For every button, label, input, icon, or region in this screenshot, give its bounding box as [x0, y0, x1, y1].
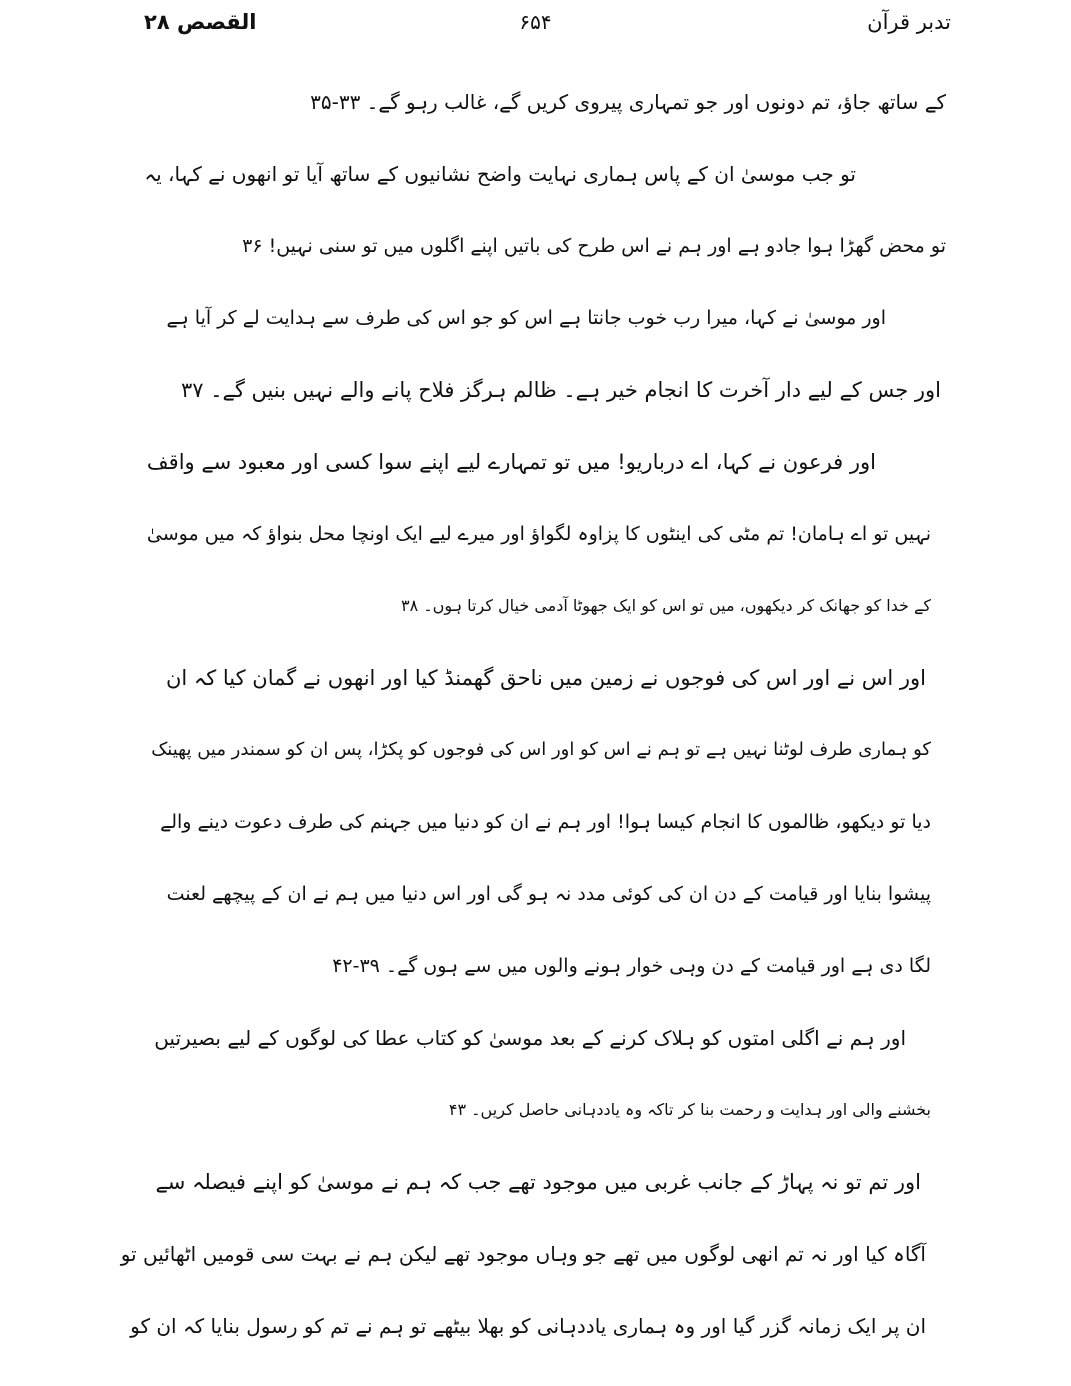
page-header [120, 6, 951, 46]
text-line: دیا تو دیکھو، ظالموں کا انجام کیسا ہوا! اور ہم نے ان کو دنیا میں جہنم کی طرف دعوت دینے والے [160, 811, 931, 833]
text-line: کے ساتھ جاؤ، تم دونوں اور جو تمہاری پیروی کریں گے، غالب رہو گے۔ ۳۳-۳۵ [310, 90, 946, 114]
text-line: اور ہم نے اگلی امتوں کو ہلاک کرنے کے بعد موسیٰ کو کتاب عطا کی لوگوں کے لیے بصیرتیں [154, 1026, 906, 1050]
text-line: اور موسیٰ نے کہا، میرا رب خوب جانتا ہے اس کو جو اس کی طرف سے ہدایت لے کر آیا ہے [166, 307, 886, 329]
text-line: ان پر ایک زمانہ گزر گیا اور وہ ہماری یاددہانی کو بھلا بیٹھے تو ہم نے تم کو رسول بنایا کہ ان کو [130, 1314, 926, 1338]
text-line: اور جس کے لیے دار آخرت کا انجام خیر ہے۔ ظالم ہرگز فلاح پانے والے نہیں بنیں گے۔ ۳۷ [180, 378, 941, 402]
text-line: لگا دی ہے اور قیامت کے دن وہی خوار ہونے والوں میں سے ہوں گے۔ ۳۹-۴۲ [332, 955, 931, 977]
page-number: ۶۵۴ [519, 10, 552, 34]
text-line: کے خدا کو جھانک کر دیکھوں، میں تو اس کو ایک جھوٹا آدمی خیال کرتا ہوں۔ ۳۸ [401, 596, 931, 615]
text-line: کو ہماری طرف لوٹنا نہیں ہے تو ہم نے اس کو اور اس کی فوجوں کو پکڑا، پس ان کو سمندر میں پھینک [151, 739, 931, 760]
text-line: اور اس نے اور اس کی فوجوں نے زمین میں ناحق گھمنڈ کیا اور انھوں نے گمان کیا کہ ان [165, 666, 926, 690]
surah-reference: القصص ۲۸ [144, 10, 257, 34]
text-line: آگاہ کیا اور نہ تم انھی لوگوں میں تھے جو وہاں موجود تھے لیکن ہم نے بہت سی قومیں اٹھائیں تو [120, 1242, 926, 1266]
text-line: تو جب موسیٰ ان کے پاس ہماری نہایت واضح نشانیوں کے ساتھ آیا تو انھوں نے کہا، یہ [144, 162, 856, 186]
text-line: اور فرعون نے کہا، اے درباریو! میں تو تمہارے لیے اپنے سوا کسی اور معبود سے واقف [146, 450, 876, 474]
text-line: اور تم تو نہ پہاڑ کے جانب غربی میں موجود تھے جب کہ ہم نے موسیٰ کو اپنے فیصلہ سے [155, 1170, 921, 1194]
text-line: پیشوا بنایا اور قیامت کے دن ان کی کوئی مدد نہ ہو گی اور اس دنیا میں ہم نے ان کے پیچھے لعنت [166, 883, 931, 905]
book-title: تدبر قرآن [867, 10, 951, 34]
text-line: بخشنے والی اور ہدایت و رحمت بنا کر تاکہ وہ یاددہانی حاصل کریں۔ ۴۳ [448, 1100, 931, 1119]
text-line: نہیں تو اے ہامان! تم مٹی کی اینٹوں کا پزاوہ لگواؤ اور میرے لیے ایک اونچا محل بنواؤ کہ میں موسیٰ [146, 523, 931, 545]
text-line: تو محض گھڑا ہوا جادو ہے اور ہم نے اس طرح کی باتیں اپنے اگلوں میں تو سنی نہیں! ۳۶ [242, 235, 946, 257]
